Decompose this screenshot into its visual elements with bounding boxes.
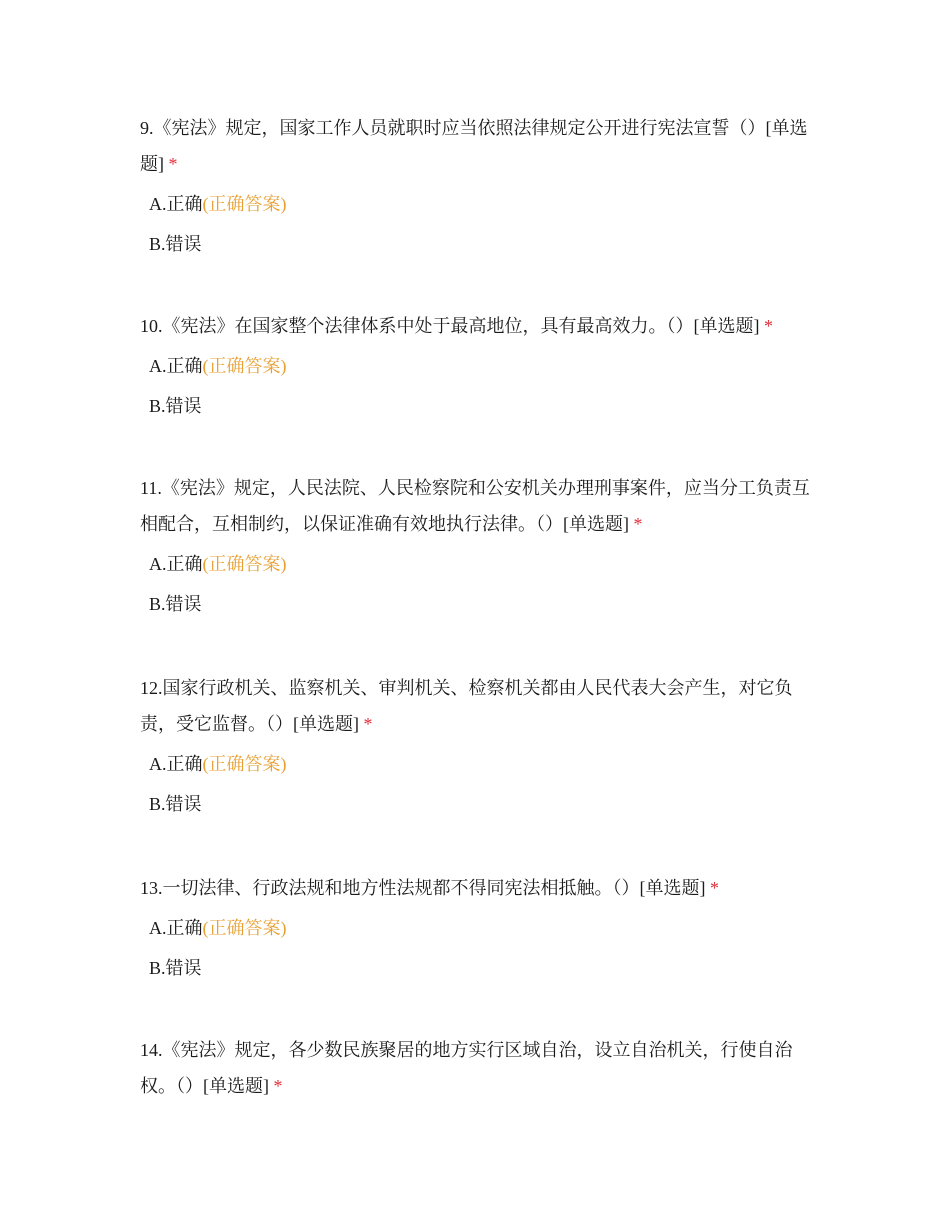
question-13 (140, 870, 810, 979)
option-label: B.错误 (149, 234, 202, 254)
question-body: 国家行政机关、监察机关、审判机关、检察机关都由人民代表大会产生，对它负责，受它监督。（）[单选题] (140, 678, 793, 734)
option-b[interactable] (149, 593, 810, 615)
question-number: 13. (140, 878, 163, 898)
option-label: B.错误 (149, 794, 202, 814)
correct-answer-tag: (正确答案) (202, 918, 287, 938)
option-label: A.正确 (149, 356, 203, 376)
question-body: 《宪法》在国家整个法律体系中处于最高地位，具有最高效力。（）[单选题] (162, 316, 760, 336)
correct-answer-tag: (正确答案) (202, 194, 287, 214)
required-mark: * (363, 714, 373, 734)
question-body: 一切法律、行政法规和地方性法规都不得同宪法相抵触。（）[单选题] (162, 878, 706, 898)
option-b[interactable] (149, 957, 810, 979)
option-b[interactable] (149, 395, 810, 417)
option-a[interactable] (149, 753, 810, 775)
question-body: 《宪法》规定，各少数民族聚居的地方实行区域自治，设立自治机关，行使自治权。（）[单选题] (140, 1040, 793, 1096)
question-12 (140, 670, 810, 815)
question-number: 10. (140, 316, 163, 336)
question-text (140, 870, 810, 906)
option-a[interactable] (149, 193, 810, 215)
option-b[interactable] (149, 793, 810, 815)
question-text (140, 670, 810, 742)
correct-answer-tag: (正确答案) (202, 754, 287, 774)
option-a[interactable] (149, 553, 810, 575)
question-text (140, 470, 810, 542)
question-text (140, 308, 810, 344)
option-label: B.错误 (149, 594, 202, 614)
question-9 (140, 110, 810, 255)
question-14 (140, 1032, 810, 1104)
correct-answer-tag: (正确答案) (202, 554, 287, 574)
question-number: 12. (140, 678, 163, 698)
option-b[interactable] (149, 233, 810, 255)
question-body: 《宪法》规定，国家工作人员就职时应当依照法律规定公开进行宪法宣誓（）[单选题] (140, 118, 808, 174)
option-label: A.正确 (149, 554, 203, 574)
option-a[interactable] (149, 355, 810, 377)
required-mark: * (273, 1076, 283, 1096)
question-number: 14. (140, 1040, 163, 1060)
question-number: 11. (140, 478, 162, 498)
option-label: B.错误 (149, 958, 202, 978)
question-text (140, 1032, 810, 1104)
required-mark: * (168, 154, 178, 174)
question-text (140, 110, 810, 182)
option-a[interactable] (149, 917, 810, 939)
correct-answer-tag: (正确答案) (202, 356, 287, 376)
question-number: 9. (140, 118, 154, 138)
option-label: A.正确 (149, 918, 203, 938)
required-mark: * (633, 514, 643, 534)
option-label: B.错误 (149, 396, 202, 416)
question-11 (140, 470, 810, 615)
option-label: A.正确 (149, 194, 203, 214)
question-10 (140, 308, 810, 417)
required-mark: * (710, 878, 719, 898)
required-mark: * (764, 316, 773, 336)
option-label: A.正确 (149, 754, 203, 774)
question-body: 《宪法》规定，人民法院、人民检察院和公安机关办理刑事案件，应当分工负责互相配合，互相制约，以保证准确有效地执行法律。（）[单选题] (140, 478, 810, 534)
